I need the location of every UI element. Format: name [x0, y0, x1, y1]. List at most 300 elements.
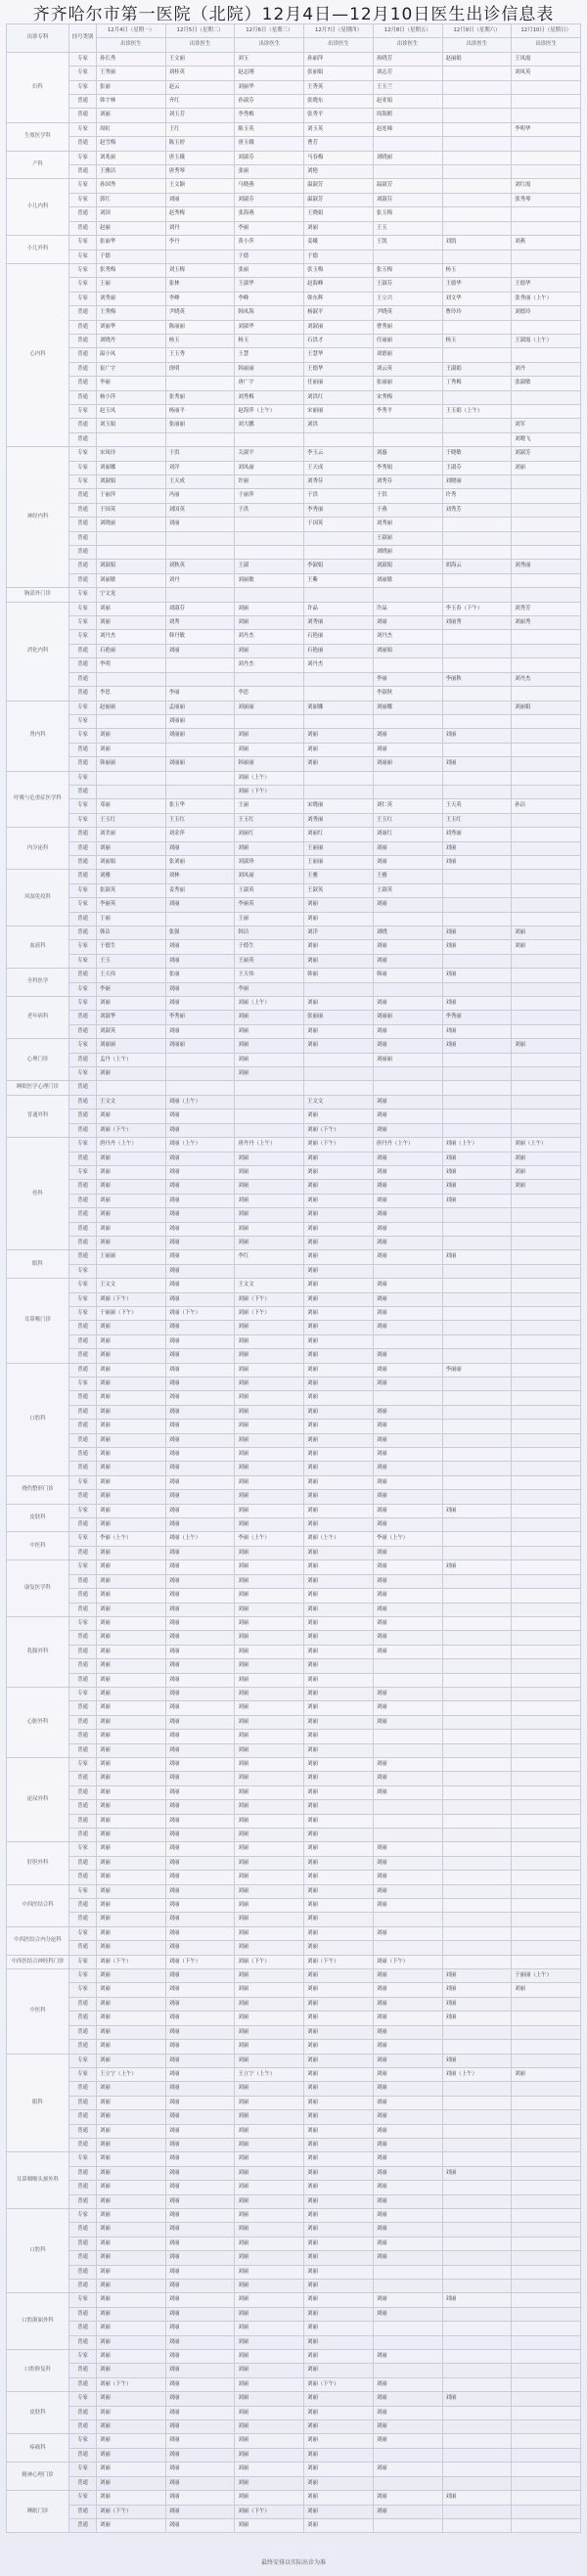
doctor-cell: 李丽（上午）	[235, 1532, 304, 1546]
doctor-cell: 刘丽	[97, 1420, 166, 1433]
registration-type: 专家	[69, 1292, 97, 1306]
doctor-cell: 刘丽	[304, 1884, 374, 1898]
doctor-cell	[235, 672, 304, 686]
dept-name: 普通外科	[7, 1095, 69, 1137]
doctor-cell: 刘丽	[165, 1701, 235, 1715]
doctor-cell: 刘丽	[235, 1730, 304, 1743]
doctor-cell	[442, 419, 512, 432]
doctor-cell	[512, 1772, 581, 1785]
doctor-cell: 刘丽	[235, 1673, 304, 1687]
registration-type: 专家	[69, 1279, 97, 1292]
doctor-cell	[442, 1279, 512, 1292]
doctor-cell: 刘丽	[165, 1913, 235, 1926]
table-row	[7, 1053, 581, 1066]
doctor-cell	[442, 700, 512, 714]
doctor-cell: 刘丽	[373, 2420, 442, 2434]
doctor-cell: 张淑英	[97, 883, 166, 897]
doctor-cell: 李秀平	[373, 404, 442, 418]
dept-name: 血液科	[7, 926, 69, 969]
table-row	[7, 2364, 581, 2377]
doctor-cell: 刘丽	[304, 2237, 374, 2250]
table-row	[7, 1926, 581, 1940]
table-row	[7, 278, 581, 292]
doctor-cell: 刘淑芬	[235, 151, 304, 164]
doctor-cell: 刘丽	[235, 2335, 304, 2349]
registration-type: 普通	[69, 1743, 97, 1757]
doctor-cell: 刘丽	[97, 1856, 166, 1870]
doctor-cell: 刘丽	[165, 2138, 235, 2151]
header-sub: 出诊医生	[235, 38, 304, 52]
doctor-cell	[512, 954, 581, 968]
doctor-cell	[512, 2011, 581, 2025]
doctor-cell	[512, 109, 581, 122]
doctor-cell	[442, 95, 512, 109]
doctor-cell	[512, 588, 581, 602]
table-row	[7, 1899, 581, 1913]
doctor-cell: 张丽丽	[304, 1011, 374, 1024]
dept-name: 口腔科	[7, 1363, 69, 1475]
doctor-cell: 刘丽	[442, 1165, 512, 1179]
doctor-cell: 胡海云	[442, 560, 512, 573]
doctor-cell: 杨淑平	[304, 306, 374, 320]
doctor-cell	[442, 1292, 512, 1306]
doctor-cell: 刘丽	[97, 1475, 166, 1489]
doctor-cell: 刘丽	[512, 940, 581, 954]
doctor-cell	[512, 1011, 581, 1024]
table-row	[7, 1334, 581, 1348]
doctor-cell: 刘玉梅	[165, 263, 235, 277]
doctor-cell: 唐丹丹（上午）	[373, 1138, 442, 1152]
doctor-cell: 于国英	[304, 518, 374, 531]
doctor-cell: 刘云英	[373, 362, 442, 376]
doctor-cell	[512, 630, 581, 644]
registration-type: 普通	[69, 870, 97, 883]
doctor-cell: 马春梅	[304, 151, 374, 164]
doctor-cell: 刘丽	[304, 1165, 374, 1179]
table-row	[7, 1391, 581, 1405]
registration-type: 专家	[69, 1264, 97, 1278]
registration-type: 专家	[69, 771, 97, 785]
registration-type: 普通	[69, 1546, 97, 1559]
doctor-cell: 刘大鹏	[235, 419, 304, 432]
doctor-cell: 杨玉	[442, 334, 512, 347]
doctor-cell: 刘丽	[304, 1180, 374, 1194]
doctor-cell: 刘晓丽	[373, 546, 442, 560]
registration-type: 普通	[69, 432, 97, 446]
doctor-cell	[442, 2223, 512, 2237]
doctor-cell: 刘淑芳	[512, 447, 581, 461]
doctor-cell: 于洪	[373, 489, 442, 503]
doctor-cell: 王文文	[235, 1279, 304, 1292]
doctor-cell: 刘丽	[442, 1969, 512, 1983]
doctor-cell: 王慧华	[304, 348, 374, 362]
doctor-cell: 刘丽	[97, 997, 166, 1011]
doctor-cell: 刘丽	[97, 1701, 166, 1715]
doctor-cell: 王秀梅	[97, 306, 166, 320]
doctor-cell: 王德华	[512, 278, 581, 292]
doctor-cell: 刘丽	[235, 1363, 304, 1377]
doctor-cell: 刘丽	[235, 2194, 304, 2208]
doctor-cell	[442, 1856, 512, 1870]
table-row	[7, 940, 581, 954]
doctor-cell: 刘丽	[235, 1208, 304, 1222]
doctor-cell: 李明华	[512, 122, 581, 136]
doctor-cell: 尹晓英	[373, 306, 442, 320]
doctor-cell	[442, 1462, 512, 1475]
doctor-cell: 刘丽	[304, 1913, 374, 1926]
doctor-cell: 刘丽	[165, 1024, 235, 1038]
table-row	[7, 898, 581, 912]
registration-type: 普通	[69, 1785, 97, 1799]
doctor-cell: 王玉红	[235, 813, 304, 827]
doctor-cell	[442, 588, 512, 602]
doctor-cell: 刘丽	[235, 1462, 304, 1475]
doctor-cell: 刘丽	[235, 1405, 304, 1419]
dept-name: 泌尿外科	[7, 1757, 69, 1841]
doctor-cell: 刘丽	[165, 2124, 235, 2138]
doctor-cell: 刘丽	[165, 2223, 235, 2237]
table-row	[7, 729, 581, 743]
doctor-cell	[373, 588, 442, 602]
doctor-cell: 任丽丽	[373, 334, 442, 347]
doctor-cell	[442, 2237, 512, 2250]
doctor-cell	[442, 518, 512, 531]
registration-type: 普通	[69, 2364, 97, 2377]
doctor-cell: 刘淑娟	[97, 475, 166, 489]
doctor-cell: 刘丽	[373, 1574, 442, 1588]
doctor-cell: 刘丽	[373, 1969, 442, 1983]
doctor-cell: 张林	[165, 278, 235, 292]
doctor-cell: 刘丽（上午）	[442, 2067, 512, 2081]
doctor-cell	[512, 1829, 581, 1842]
doctor-cell: 刘丽丽	[373, 1011, 442, 1024]
doctor-cell	[442, 2280, 512, 2293]
doctor-cell: 刘丽	[373, 2463, 442, 2476]
doctor-cell: 刘丽	[97, 1969, 166, 1983]
doctor-cell: 刘丽	[97, 1603, 166, 1616]
table-row	[7, 2448, 581, 2462]
doctor-cell: 刘丽	[97, 1236, 166, 1249]
doctor-cell	[512, 320, 581, 334]
doctor-cell	[442, 1941, 512, 1955]
doctor-cell	[512, 2096, 581, 2109]
doctor-cell: 刘丽	[165, 1983, 235, 1997]
registration-type: 普通	[69, 2476, 97, 2490]
doctor-cell: 刘丽	[97, 1743, 166, 1757]
doctor-cell: 刘丽	[373, 1842, 442, 1856]
table-row	[7, 2335, 581, 2349]
doctor-cell: 刘丽	[97, 2110, 166, 2124]
doctor-cell: 石洪才	[304, 334, 374, 347]
doctor-cell: 刘丽	[373, 616, 442, 630]
doctor-cell	[512, 1659, 581, 1673]
doctor-cell: 王文文	[304, 1095, 374, 1108]
doctor-cell: 黄小萍	[235, 236, 304, 249]
table-row	[7, 249, 581, 263]
doctor-cell: 刘洋	[304, 926, 374, 940]
doctor-cell: 刘丽	[442, 2491, 512, 2505]
doctor-cell: 刘丽	[304, 2067, 374, 2081]
doctor-cell: 刘丽	[373, 1222, 442, 1236]
doctor-cell	[512, 1306, 581, 1320]
registration-type: 普通	[69, 2194, 97, 2208]
table-row	[7, 1785, 581, 1799]
doctor-cell: 刘丽（下午）	[97, 1123, 166, 1137]
doctor-cell: 刘丽	[97, 602, 166, 615]
registration-type: 专家	[69, 2054, 97, 2067]
doctor-cell: 刘丽	[373, 2040, 442, 2054]
doctor-cell: 唐玉娥	[235, 137, 304, 151]
doctor-cell	[442, 573, 512, 587]
doctor-cell	[442, 1673, 512, 1687]
doctor-cell: 刘丽	[235, 1194, 304, 1207]
table-row	[7, 95, 581, 109]
doctor-cell: 刘丽	[373, 1631, 442, 1645]
doctor-cell	[373, 1941, 442, 1955]
doctor-cell: 刘丽	[97, 2406, 166, 2419]
table-row	[7, 1349, 581, 1363]
doctor-cell: 王雅	[304, 870, 374, 883]
doctor-cell: 周虹	[97, 122, 166, 136]
table-row	[7, 1871, 581, 1884]
doctor-cell: 李峰	[165, 292, 235, 305]
doctor-cell	[442, 1532, 512, 1546]
doctor-cell: 孙丽萍	[304, 52, 374, 66]
doctor-cell: 刘丽	[304, 1631, 374, 1645]
doctor-cell: 刘丽敏	[235, 573, 304, 587]
registration-type: 普通	[69, 2124, 97, 2138]
doctor-cell: 刘丽	[373, 743, 442, 756]
doctor-cell: 刘丽	[304, 2293, 374, 2307]
doctor-cell: 刘丽	[304, 1871, 374, 1884]
doctor-cell: 刘丽	[304, 1109, 374, 1123]
doctor-cell: 温小凤	[97, 348, 166, 362]
doctor-cell: 刘丽	[235, 729, 304, 743]
registration-type: 专家	[69, 2491, 97, 2505]
doctor-cell: 刘丽	[165, 1603, 235, 1616]
doctor-cell: 刘丽	[373, 1715, 442, 1729]
doctor-cell	[373, 165, 442, 179]
doctor-cell: 刘丽	[235, 2448, 304, 2462]
table-row	[7, 2110, 581, 2124]
doctor-cell: 刘丽	[97, 1546, 166, 1559]
doctor-cell	[512, 2280, 581, 2293]
doctor-cell: 刘丽	[165, 2518, 235, 2532]
doctor-cell: 刘丽	[165, 1236, 235, 1249]
doctor-cell	[442, 2448, 512, 2462]
registration-type: 普通	[69, 1574, 97, 1588]
dept-name: 全科医学	[7, 969, 69, 997]
doctor-cell	[512, 404, 581, 418]
table-row	[7, 1616, 581, 1630]
doctor-cell: 刘丽	[512, 1039, 581, 1053]
dept-name: 耳鼻喉门诊	[7, 1279, 69, 1363]
registration-type: 普通	[69, 1715, 97, 1729]
doctor-cell	[165, 1053, 235, 1066]
doctor-cell	[512, 1123, 581, 1137]
doctor-cell	[512, 1814, 581, 1828]
doctor-cell: 刘丽	[97, 1448, 166, 1462]
doctor-cell	[442, 2505, 512, 2518]
registration-type: 普通	[69, 1631, 97, 1645]
doctor-cell	[442, 1095, 512, 1108]
doctor-cell: 刘丽	[165, 2110, 235, 2124]
doctor-cell	[512, 855, 581, 869]
table-row	[7, 1250, 581, 1264]
doctor-cell: 刘丽（下午）	[304, 1123, 374, 1137]
doctor-cell	[512, 982, 581, 996]
doctor-cell: 刘丽	[304, 2463, 374, 2476]
doctor-cell: 刘丽	[373, 2067, 442, 2081]
doctor-cell	[373, 1743, 442, 1757]
doctor-cell: 刘丽（下午）	[304, 1955, 374, 1968]
doctor-cell: 刘丽	[304, 1264, 374, 1278]
doctor-cell: 刘丽	[235, 1067, 304, 1081]
doctor-cell: 刘丽	[304, 1518, 374, 1532]
doctor-cell	[512, 2110, 581, 2124]
doctor-cell: 刘丽	[304, 2181, 374, 2194]
doctor-cell: 刘丽	[165, 2491, 235, 2505]
doctor-cell: 刘丹杰	[97, 630, 166, 644]
doctor-cell: 刘丽娜	[304, 700, 374, 714]
registration-type: 普通	[69, 1420, 97, 1433]
doctor-cell	[512, 489, 581, 503]
doctor-cell: 刘丽	[373, 1208, 442, 1222]
doctor-cell: 刘丽	[165, 1152, 235, 1165]
doctor-cell: 刘丽	[304, 2265, 374, 2279]
doctor-cell	[512, 1222, 581, 1236]
table-row	[7, 531, 581, 545]
registration-type: 专家	[69, 2208, 97, 2222]
table-row	[7, 912, 581, 926]
registration-type: 专家	[69, 1067, 97, 1081]
doctor-cell	[512, 1334, 581, 1348]
doctor-cell: 刘丽	[373, 2096, 442, 2109]
doctor-cell: 刘丽（下午）	[235, 1306, 304, 1320]
table-row	[7, 1109, 581, 1123]
doctor-cell: 于德	[304, 249, 374, 263]
doctor-cell: 李丽（上午）	[97, 1532, 166, 1546]
table-row	[7, 2054, 581, 2067]
doctor-cell: 刘丽	[442, 1250, 512, 1264]
doctor-cell: 王文颖	[165, 179, 235, 193]
doctor-cell: 王丽	[97, 912, 166, 926]
registration-type: 专家	[69, 602, 97, 615]
doctor-cell: 王玉秀	[165, 348, 235, 362]
doctor-cell	[512, 1518, 581, 1532]
table-row	[7, 165, 581, 179]
doctor-cell	[442, 2251, 512, 2265]
doctor-cell	[442, 1391, 512, 1405]
doctor-cell: 于德生	[235, 940, 304, 954]
doctor-cell	[235, 546, 304, 560]
doctor-cell	[442, 1448, 512, 1462]
doctor-cell: 刘洪红	[304, 390, 374, 404]
dept-name: 中西医结合内分泌科	[7, 1926, 69, 1955]
doctor-cell	[442, 320, 512, 334]
table-row	[7, 1194, 581, 1207]
doctor-cell	[512, 1095, 581, 1108]
registration-type: 普通	[69, 1334, 97, 1348]
doctor-cell: 刘玉娟	[97, 419, 166, 432]
table-row	[7, 2505, 581, 2518]
doctor-cell: 张玉梅	[373, 207, 442, 221]
doctor-cell: 张丽	[235, 263, 304, 277]
doctor-cell: 于洪	[165, 447, 235, 461]
doctor-cell	[304, 1081, 374, 1095]
table-row	[7, 109, 581, 122]
doctor-cell	[442, 1701, 512, 1715]
doctor-cell: 刘丽	[304, 2491, 374, 2505]
doctor-cell: 刘丽	[165, 2307, 235, 2321]
table-row	[7, 1532, 581, 1546]
registration-type: 普通	[69, 1222, 97, 1236]
doctor-cell	[512, 2237, 581, 2250]
doctor-cell: 刘丽	[235, 2166, 304, 2180]
doctor-cell: 刘晓丽	[442, 475, 512, 489]
doctor-cell: 刘丽	[97, 1349, 166, 1363]
registration-type: 普通	[69, 1518, 97, 1532]
doctor-cell: 刘丽	[97, 2096, 166, 2109]
doctor-cell: 于晓敏	[442, 447, 512, 461]
registration-type: 专家	[69, 813, 97, 827]
table-row	[7, 1279, 581, 1292]
doctor-cell: 刘丽	[235, 2434, 304, 2448]
dept-name: 精神心理门诊	[7, 2463, 69, 2491]
doctor-cell: 刘丽丽	[165, 714, 235, 728]
doctor-cell: 李丽秋	[442, 672, 512, 686]
doctor-cell: 韩凤海	[235, 306, 304, 320]
registration-type: 普通	[69, 1236, 97, 1249]
doctor-cell: 刘丽	[97, 2307, 166, 2321]
doctor-cell	[512, 1433, 581, 1447]
registration-type: 普通	[69, 1081, 97, 1095]
doctor-cell: 杨玉	[442, 263, 512, 277]
dept-name: 皮肤科	[7, 2392, 69, 2434]
doctor-cell: 刘军	[512, 419, 581, 432]
dept-name: 口腔颌面外科	[7, 2293, 69, 2350]
table-row	[7, 855, 581, 869]
doctor-cell	[373, 2280, 442, 2293]
doctor-cell: 刘丽	[512, 461, 581, 475]
doctor-cell: 李丽	[373, 672, 442, 686]
doctor-cell: 刘丽	[165, 1730, 235, 1743]
doctor-cell: 刘丽	[97, 1405, 166, 1419]
doctor-cell: 刘晓	[373, 926, 442, 940]
doctor-cell: 刘丽	[304, 2335, 374, 2349]
registration-type: 普通	[69, 2322, 97, 2335]
doctor-cell	[442, 1687, 512, 1700]
doctor-cell: 马晓燕	[235, 179, 304, 193]
doctor-cell	[373, 2335, 442, 2349]
table-row	[7, 2251, 581, 2265]
doctor-cell: 刘丽	[304, 2124, 374, 2138]
dept-name: 骨科	[7, 1138, 69, 1250]
doctor-cell: 刘丽红	[235, 828, 304, 841]
doctor-cell: 刘丽	[165, 2350, 235, 2364]
dept-name: 皮肤科	[7, 1504, 69, 1532]
doctor-cell: 刘丽	[304, 2505, 374, 2518]
table-row	[7, 799, 581, 813]
doctor-cell	[442, 2322, 512, 2335]
doctor-cell: 刘丽（下午）	[165, 1306, 235, 1320]
doctor-cell	[235, 1081, 304, 1095]
doctor-cell	[512, 475, 581, 489]
doctor-cell: 刘丽	[165, 954, 235, 968]
doctor-cell	[512, 1448, 581, 1462]
doctor-cell	[442, 1420, 512, 1433]
doctor-cell: 刘丽	[304, 2208, 374, 2222]
